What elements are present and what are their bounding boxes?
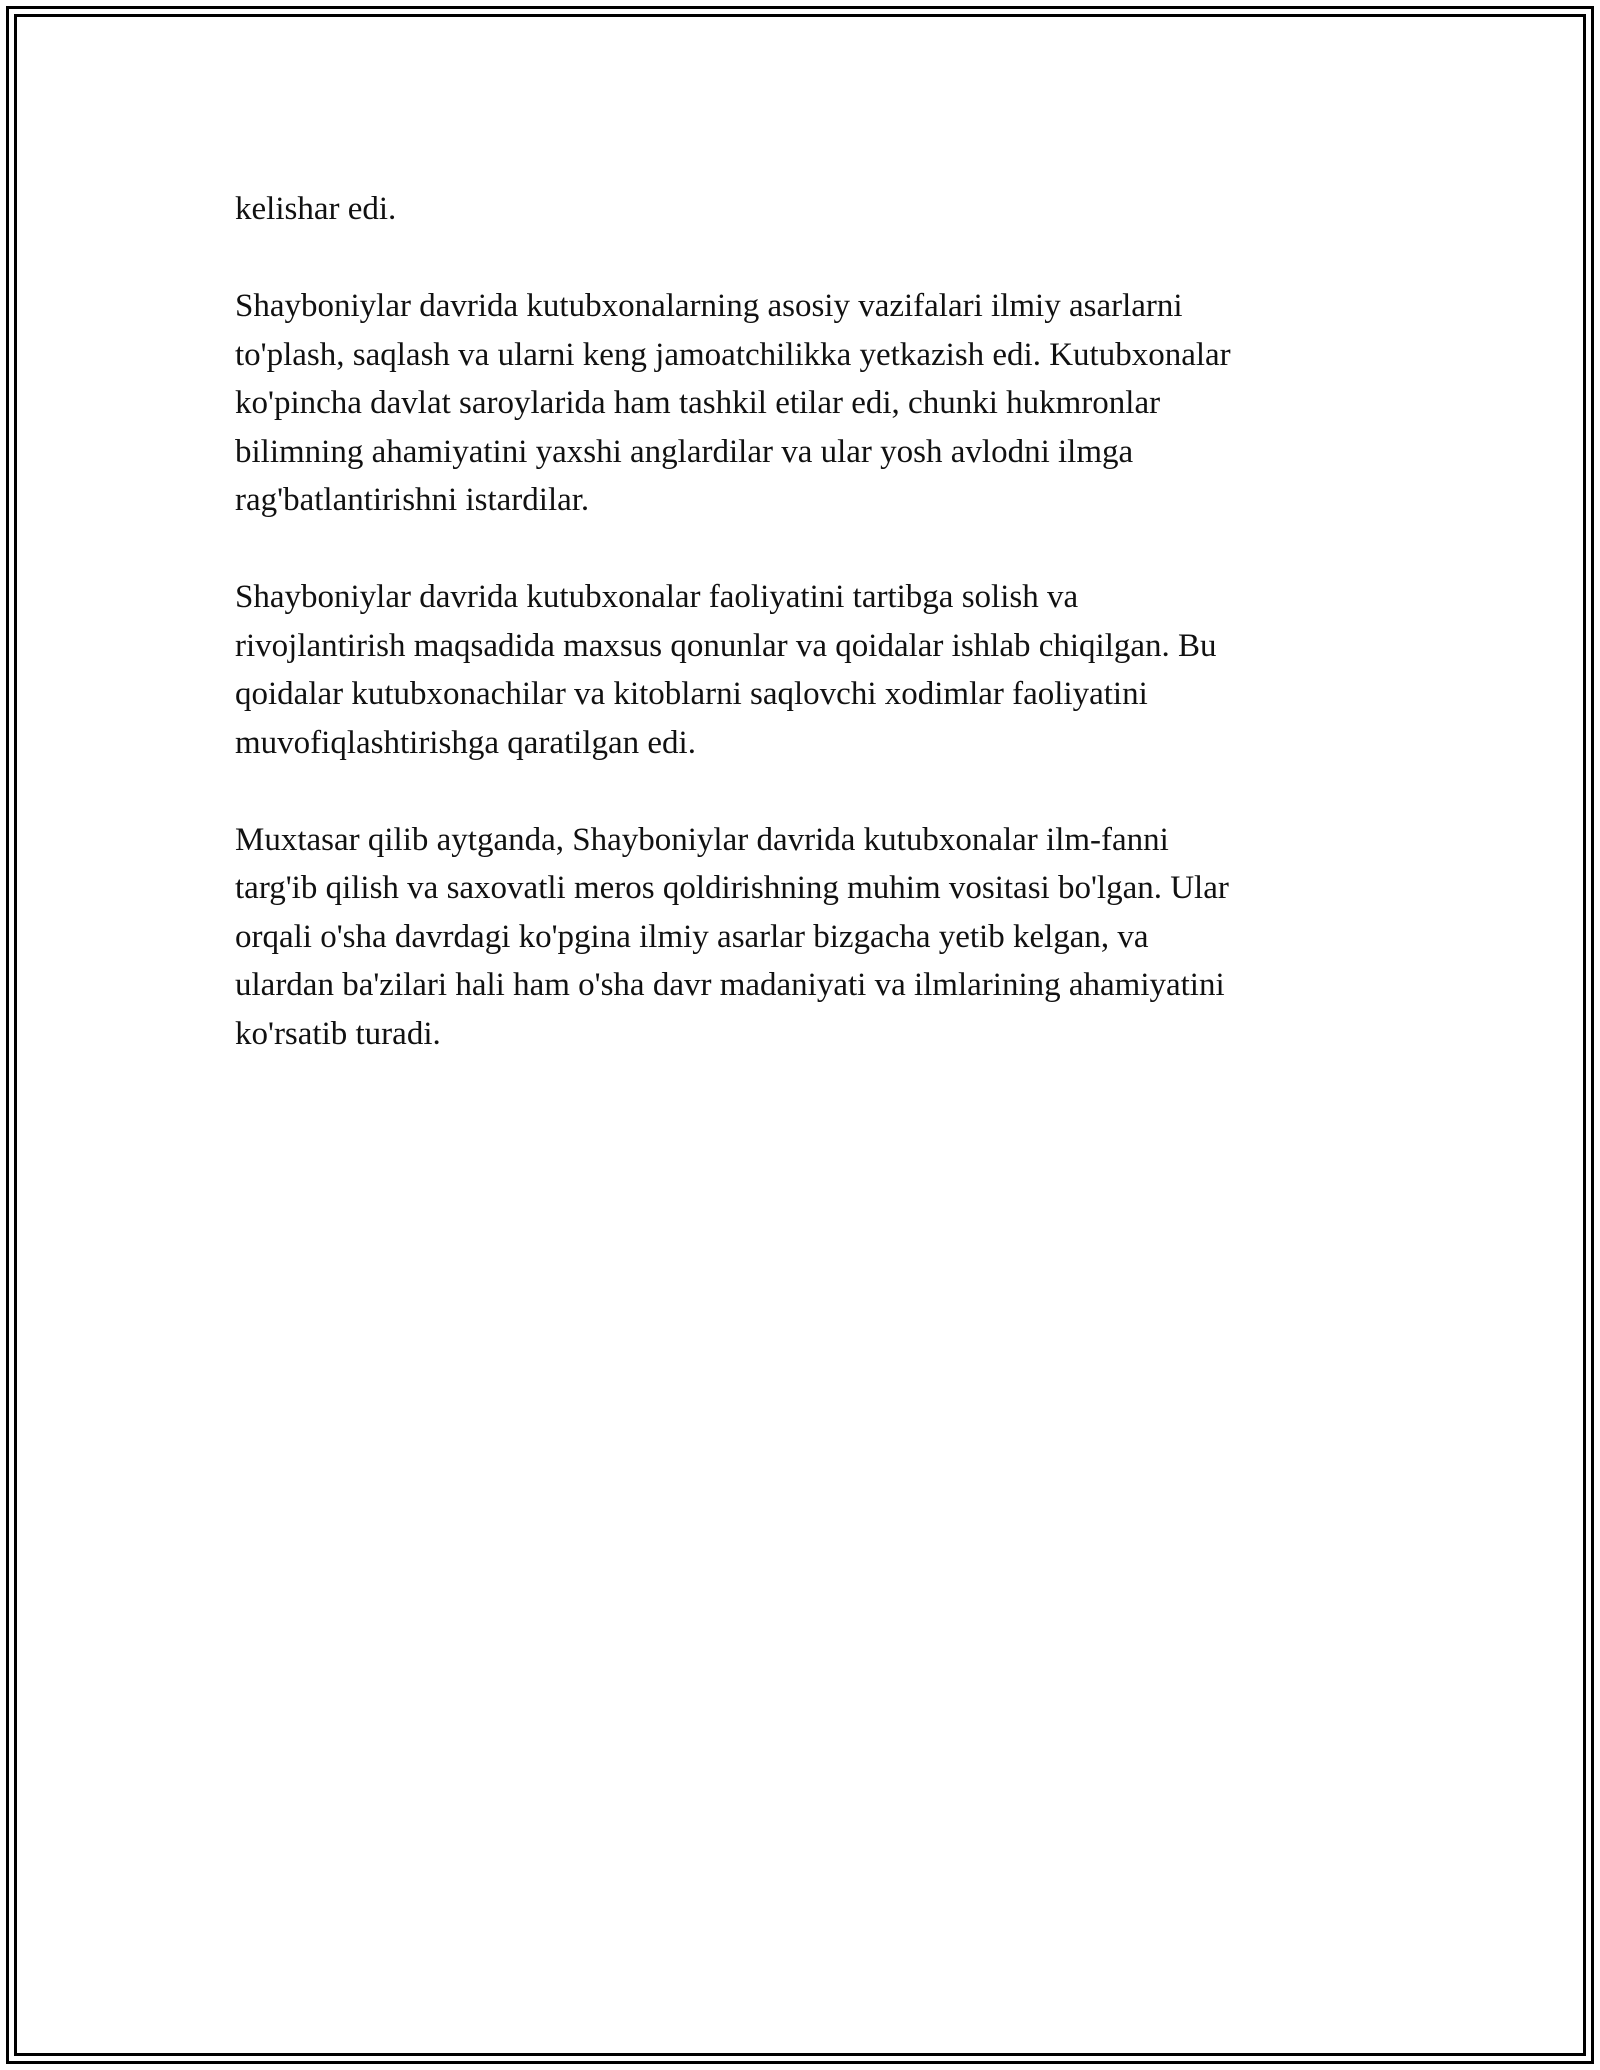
paragraph-1 [235, 185, 1355, 234]
text-line: targ'ib qilish va saxovatli meros qoldirishning muhim vositasi bo'lgan. Ular [235, 870, 1229, 906]
text-line: qoidalar kutubxonachilar va kitoblarni saqlovchi xodimlar faoliyatini [235, 676, 1148, 712]
text-line: to'plash, saqlash va ularni keng jamoatchilikka yetkazish edi. Kutubxonalar [235, 336, 1231, 373]
text-line: bilimning ahamiyatini yaxshi anglardilar va ular yosh avlodni ilmga [235, 433, 1134, 470]
text-line: Muxtasar qilib aytganda, Shayboniylar davrida kutubxonalar ilm-fanni [235, 821, 1169, 858]
paragraph-4 [235, 816, 1355, 1059]
text-line: ko'pincha davlat saroylarida ham tashkil etilar edi, chunki hukmronlar [235, 385, 1161, 421]
text-line: ulardan ba'zilari hali ham o'sha davr madaniyati va ilmlarining ahamiyatini [235, 967, 1225, 1003]
text-line: Shayboniylar davrida kutubxonalarning asosiy vazifalari ilmiy asarlarni [235, 288, 1183, 324]
document-body [235, 185, 1355, 1107]
text-line: ko'rsatib turadi. [235, 1015, 441, 1052]
text-line: kelishar edi. [235, 191, 397, 227]
text-line: Shayboniylar davrida kutubxonalar faoliyatini tartibga solish va [235, 579, 1079, 615]
paragraph-2 [235, 282, 1355, 525]
text-line: muvofiqlashtirishga qaratilgan edi. [235, 724, 696, 761]
text-line: orqali o'sha davrdagi ko'pgina ilmiy asarlar bizgacha yetib kelgan, va [235, 918, 1149, 955]
text-line: rag'batlantirishni istardilar. [235, 482, 590, 518]
text-line: rivojlantirish maqsadida maxsus qonunlar va qoidalar ishlab chiqilgan. Bu [235, 627, 1217, 664]
paragraph-3 [235, 573, 1355, 767]
